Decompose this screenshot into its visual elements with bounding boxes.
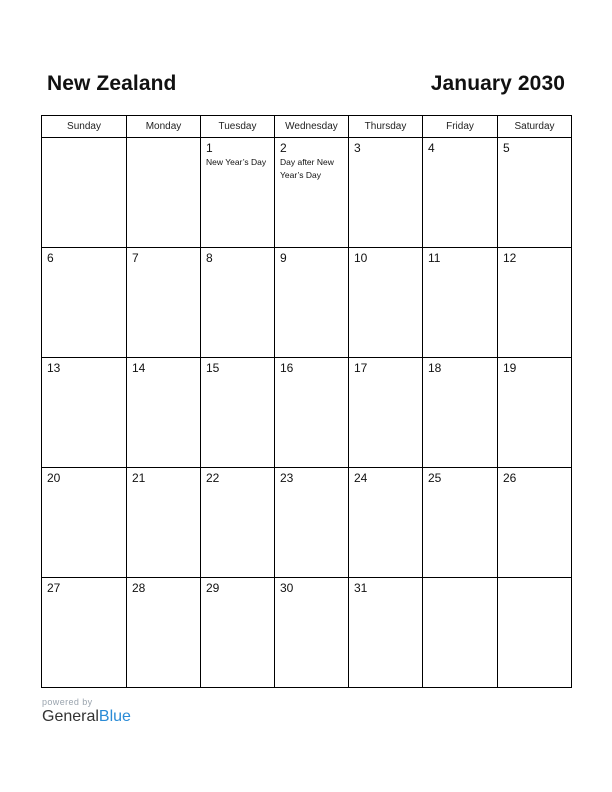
day-number: 3 <box>354 141 361 155</box>
empty-day-cell <box>498 578 572 688</box>
day-cell <box>498 468 572 578</box>
empty-day-cell <box>423 578 498 688</box>
day-number: 22 <box>206 471 220 485</box>
day-cell <box>127 578 201 688</box>
weekday-thursday: Thursday <box>349 116 423 138</box>
day-cell <box>201 358 275 468</box>
holiday-label: Day after New Year’s Day <box>280 157 334 180</box>
day-number: 21 <box>132 471 146 485</box>
day-cell <box>275 138 349 248</box>
day-cell <box>423 468 498 578</box>
calendar-weeks <box>42 138 572 688</box>
generalblue-logo <box>42 708 131 726</box>
brand-general-text: General <box>42 708 99 725</box>
day-number: 29 <box>206 581 220 595</box>
day-cell <box>349 468 423 578</box>
day-cell <box>498 358 572 468</box>
day-number: 17 <box>354 361 368 375</box>
weekday-friday: Friday <box>423 116 498 138</box>
day-number: 28 <box>132 581 146 595</box>
day-cell <box>127 468 201 578</box>
day-number: 5 <box>503 141 510 155</box>
day-cell <box>275 468 349 578</box>
day-number: 24 <box>354 471 368 485</box>
day-number: 12 <box>503 251 517 265</box>
day-number: 25 <box>428 471 442 485</box>
month-year-title: January 2030 <box>430 72 565 95</box>
day-cell <box>349 138 423 248</box>
day-cell <box>201 578 275 688</box>
day-number: 2 <box>280 141 287 155</box>
weekday-sunday: Sunday <box>42 116 127 138</box>
week-row <box>42 578 572 688</box>
day-number: 7 <box>132 251 139 265</box>
day-cell <box>423 138 498 248</box>
day-number: 10 <box>354 251 368 265</box>
day-cell <box>42 358 127 468</box>
day-number: 18 <box>428 361 442 375</box>
day-number: 31 <box>354 581 368 595</box>
day-cell <box>201 138 275 248</box>
day-number: 6 <box>47 251 54 265</box>
day-number: 30 <box>280 581 294 595</box>
day-number: 9 <box>280 251 287 265</box>
day-cell <box>201 248 275 358</box>
day-number: 11 <box>428 251 441 265</box>
day-number: 23 <box>280 471 294 485</box>
footer-branding <box>42 697 131 726</box>
empty-day-cell <box>127 138 201 248</box>
week-row <box>42 468 572 578</box>
day-number: 26 <box>503 471 517 485</box>
calendar-grid <box>41 115 572 688</box>
country-title: New Zealand <box>47 72 177 95</box>
weekday-header-row <box>42 116 572 138</box>
day-cell <box>127 248 201 358</box>
week-row <box>42 138 572 248</box>
day-cell <box>127 358 201 468</box>
weekday-saturday: Saturday <box>498 116 572 138</box>
weekday-tuesday: Tuesday <box>201 116 275 138</box>
day-cell <box>349 358 423 468</box>
day-cell <box>423 248 498 358</box>
day-number: 13 <box>47 361 61 375</box>
day-number: 1 <box>206 141 213 155</box>
day-cell <box>349 248 423 358</box>
day-cell <box>42 468 127 578</box>
day-number: 16 <box>280 361 294 375</box>
day-number: 19 <box>503 361 517 375</box>
day-number: 8 <box>206 251 213 265</box>
day-cell <box>423 358 498 468</box>
empty-day-cell <box>42 138 127 248</box>
day-number: 27 <box>47 581 61 595</box>
day-cell <box>498 138 572 248</box>
day-cell <box>275 248 349 358</box>
weekday-monday: Monday <box>127 116 201 138</box>
day-cell <box>201 468 275 578</box>
brand-blue-text: Blue <box>98 708 131 725</box>
weekday-wednesday: Wednesday <box>275 116 349 138</box>
day-cell <box>275 578 349 688</box>
powered-by-text: powered by <box>42 697 93 707</box>
day-cell <box>42 578 127 688</box>
week-row <box>42 358 572 468</box>
day-number: 4 <box>428 141 435 155</box>
week-row <box>42 248 572 358</box>
holiday-label: New Year’s Day <box>206 157 267 167</box>
day-number: 20 <box>47 471 61 485</box>
day-cell <box>349 578 423 688</box>
day-number: 14 <box>132 361 146 375</box>
day-cell <box>498 248 572 358</box>
day-cell <box>275 358 349 468</box>
calendar-header <box>41 70 571 100</box>
day-number: 15 <box>206 361 220 375</box>
day-cell <box>42 248 127 358</box>
